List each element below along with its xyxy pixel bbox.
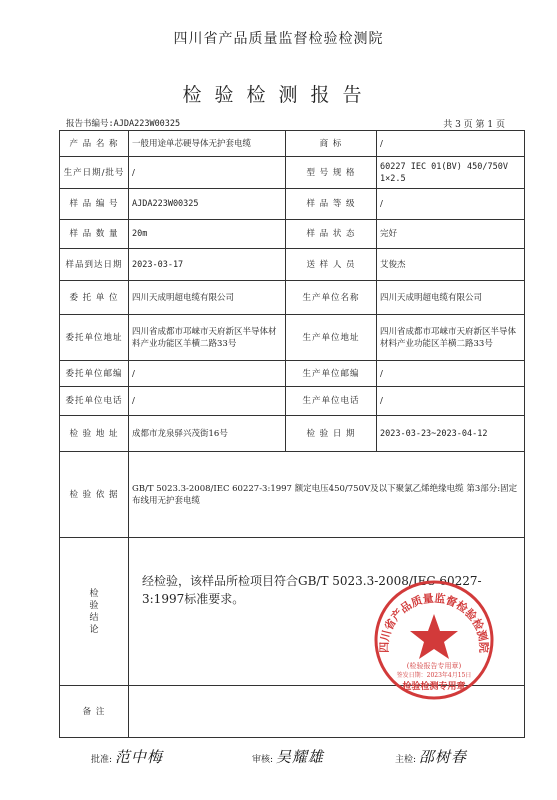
table-row <box>60 249 525 281</box>
table-row <box>60 281 525 315</box>
table-row <box>60 452 525 538</box>
trademark-value: / <box>377 131 525 157</box>
product-name-label: 产 品 名 称 <box>60 131 129 157</box>
sample-number-label: 样 品 编 号 <box>60 189 129 220</box>
basis-value: GB/T 5023.3-2008/IEC 60227-3:1997 额定电压450/750V及以下聚氯乙烯绝缘电缆 第3部分:固定布线用无护套电缆 <box>129 452 525 538</box>
client-address-value: 四川省成都市邛崃市天府新区半导体材料产业功能区羊横二路33号 <box>129 315 286 361</box>
conclusion-label-char: 结 <box>89 612 99 623</box>
seal-star-icon <box>410 614 458 659</box>
approve-signature: 范中梅 <box>114 748 163 766</box>
organization-name: 四川省产品质量监督检验检测院 <box>173 31 384 47</box>
production-date-value: / <box>129 157 286 189</box>
conclusion-text: 经检验，该样品所检项目符合GB/T 5023.3-2008/IEC 60227-3:1997标准要求。 <box>142 574 482 606</box>
report-number-value: AJDA223W00325 <box>113 119 181 129</box>
trademark-label: 商 标 <box>286 131 377 157</box>
sample-state-label: 样 品 状 态 <box>286 220 377 249</box>
approve-field <box>91 746 163 767</box>
client-value: 四川天成明超电缆有限公司 <box>129 281 286 315</box>
main-test-field <box>395 746 467 767</box>
review-field <box>252 746 324 767</box>
conclusion-label-char: 验 <box>89 600 99 611</box>
model-value: 60227 IEC 01(BV) 450/750V 1×2.5 <box>377 157 525 189</box>
client-phone-value: / <box>129 387 286 416</box>
manufacturer-value: 四川天成明超电缆有限公司 <box>377 281 525 315</box>
table-row <box>60 361 525 387</box>
client-address-label: 委托单位地址 <box>60 315 129 361</box>
table-row <box>60 157 525 189</box>
remarks-label: 备 注 <box>60 686 129 738</box>
sample-quantity-label: 样 品 数 量 <box>60 220 129 249</box>
sample-number-value: AJDA223W00325 <box>129 189 286 220</box>
table-row <box>60 387 525 416</box>
sample-grade-label: 样 品 等 级 <box>286 189 377 220</box>
manufacturer-address-value: 四川省成都市邛崃市天府新区半导体材料产业功能区羊横二路33号 <box>377 315 525 361</box>
arrival-date-label: 样品到达日期 <box>60 249 129 281</box>
main-test-label: 主检: <box>395 755 417 765</box>
sender-label: 送 样 人 员 <box>286 249 377 281</box>
test-address-value: 成都市龙泉驿兴茂街16号 <box>129 416 286 452</box>
conclusion-label-char: 论 <box>89 624 99 635</box>
basis-label: 检 验 依 据 <box>60 452 129 538</box>
sample-grade-value: / <box>377 189 525 220</box>
seal-bottom-text: 检验检测专用章 <box>402 682 466 692</box>
seal-ring-textpath: 四川省产品质量监督检验检测院 <box>377 591 491 653</box>
sample-quantity-value: 20m <box>129 220 286 249</box>
manufacturer-postcode-value: / <box>377 361 525 387</box>
table-row <box>60 315 525 361</box>
table-row <box>60 189 525 220</box>
table-row <box>60 416 525 452</box>
manufacturer-address-label: 生产单位地址 <box>286 315 377 361</box>
client-phone-label: 委托单位电话 <box>60 387 129 416</box>
sample-state-value: 完好 <box>377 220 525 249</box>
review-label: 审核: <box>252 755 274 765</box>
client-label: 委 托 单 位 <box>60 281 129 315</box>
sender-value: 艾俊杰 <box>377 249 525 281</box>
test-address-label: 检 验 地 址 <box>60 416 129 452</box>
table-row <box>60 220 525 249</box>
manufacturer-phone-label: 生产单位电话 <box>286 387 377 416</box>
manufacturer-postcode-label: 生产单位邮编 <box>286 361 377 387</box>
table-row <box>60 131 525 157</box>
production-date-label: 生产日期/批号 <box>60 157 129 189</box>
approve-label: 批准: <box>91 755 113 765</box>
report-number <box>66 117 180 129</box>
seal-inner-line1: (检验报告专用章) <box>406 662 462 670</box>
report-title: 检验检测报告 <box>182 84 375 106</box>
conclusion-label <box>60 538 129 686</box>
client-postcode-label: 委托单位邮编 <box>60 361 129 387</box>
review-signature: 吴耀雄 <box>275 748 324 766</box>
model-label: 型 号 规 格 <box>286 157 377 189</box>
conclusion-label-char: 检 <box>89 588 99 599</box>
page-info: 共 3 页 第 1 页 <box>443 120 505 130</box>
main-test-signature: 邵树春 <box>418 748 467 766</box>
official-seal <box>372 578 496 702</box>
report-number-label: 报告书编号: <box>66 119 114 129</box>
product-name-value: 一般用途单芯硬导体无护套电缆 <box>129 131 286 157</box>
manufacturer-phone-value: / <box>377 387 525 416</box>
test-date-value: 2023-03-23~2023-04-12 <box>377 416 525 452</box>
manufacturer-label: 生产单位名称 <box>286 281 377 315</box>
test-date-label: 检 验 日 期 <box>286 416 377 452</box>
seal-inner-line2: 签发日期：2023年4月15日 <box>396 672 472 679</box>
arrival-date-value: 2023-03-17 <box>129 249 286 281</box>
client-postcode-value: / <box>129 361 286 387</box>
